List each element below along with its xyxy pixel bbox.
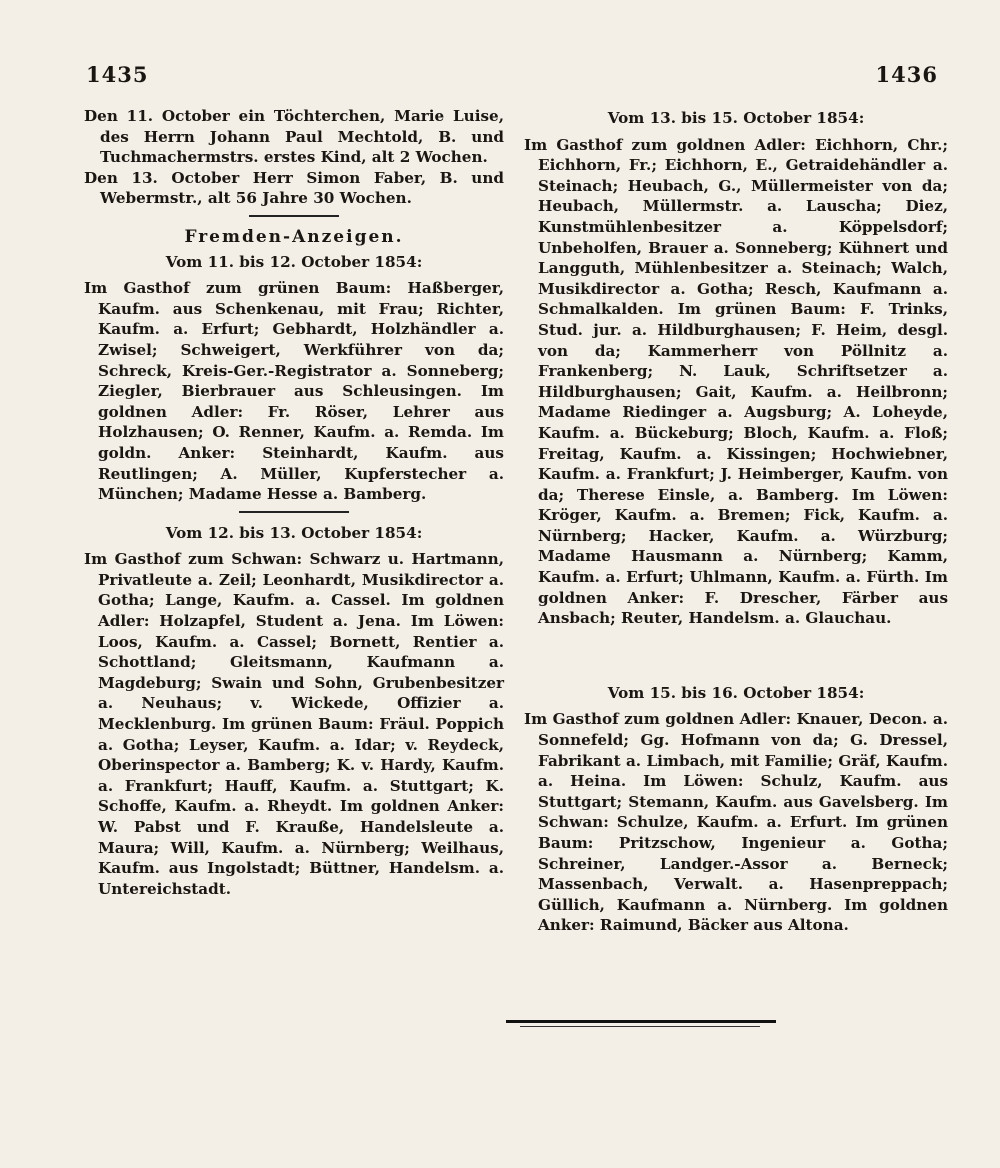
- guest-list-paragraph: Im Gasthof zum goldnen Adler: Eichhorn, Chr.; Eichhorn, Fr.; Eichhorn, E., Getraidehändler a. Steinach; Heubach, G., Müllermeister von da; Heubach, Müllermstr. a. Lauscha; Diez, Kunstmühlenbesitzer a. Köppelsdorf; Unbeholfen, Brauer a. Sonneberg; Kühnert und Langguth, Mühlenbesitzer a. Steinach; Walch, Musikdirector a. Gotha; Resch, Kaufmann a. Schmalkalden. Im grünen Baum: F. Trinks, Stud. jur. a. Hildburghausen; F. Heim, desgl. von da; Kammerherr von Pöllnitz a. Frankenberg; N. Lauk, Schriftsetzer a. Hildburghausen; Gait, Kaufm. a. Heilbronn; Madame Riedinger a. Augsburg; A. Loheyde, Kaufm. a. Bückeburg; Bloch, Kaufm. a. Floß; Freitag, Kaufm. a. Kissingen; Hochwiebner, Kaufm. a. Frankfurt; J. Heimberger, Kaufm. von da; Therese Einsle, a. Bamberg. Im Löwen: Kröger, Kaufm. a. Bremen; Fick, Kaufm. a. Nürnberg; Hacker, Kaufm. a. Würzburg; Madame Hausmann a. Nürnberg; Kamm, Kaufm. a. Erfurt; Uhlmann, Kaufm. a. Fürth. Im goldnen Anker: F. Drescher, Färber aus Ansbach; Reuter, Handelsm. a. Glauchau.: [524, 135, 948, 628]
- guest-list-paragraph: Im Gasthof zum Schwan: Schwarz u. Hartmann, Privatleute a. Zeil; Leonhardt, Musikdirector a. Gotha; Lange, Kaufm. a. Cassel. Im goldnen Adler: Holzapfel, Student a. Jena. Im Löwen: Loos, Kaufm. a. Cassel; Bornett, Rentier a. Schottland; Gleitsmann, Kaufmann a. Magdeburg; Swain und Sohn, Grubenbesitzer a. Neuhaus; v. Wickede, Offizier a. Mecklenburg. Im grünen Baum: Fräul. Poppich a. Gotha; Leyser, Kaufm. a. Idar; v. Reydeck, Oberinspector a. Bamberg; K. v. Hardy, Kaufm. a. Frankfurt; Hauff, Kaufm. a. Stuttgart; K. Schoffe, Kaufm. a. Rheydt. Im goldnen Anker: W. Pabst und F. Krauße, Handelsleute a. Maura; Will, Kaufm. a. Nürnberg; Weilhaus, Kaufm. aus Ingolstadt; Büttner, Handelsm. a. Untereichstadt.: [84, 550, 504, 898]
- end-rule: [506, 1020, 776, 1023]
- right-column: [524, 106, 948, 936]
- death-notice: Den 11. October ein Töchterchen, Marie Luise, des Herrn Johann Paul Mechtold, B. und Tuchmachermstrs. erstes Kind, alt 2 Wochen.: [84, 107, 504, 167]
- end-rule-thin: [520, 1026, 760, 1027]
- left-column: [84, 106, 504, 899]
- death-notice: Den 13. October Herr Simon Faber, B. und Webermstr., alt 56 Jahre 30 Wochen.: [84, 168, 504, 208]
- date-heading: Vom 11. bis 12. October 1854:: [165, 252, 423, 271]
- page-number-left: 1435: [86, 62, 149, 87]
- section-divider: [239, 511, 349, 513]
- section-heading: Fremden-Anzeigen.: [184, 226, 404, 247]
- date-heading: Vom 15. bis 16. October 1854:: [607, 683, 865, 702]
- page-number-right: 1436: [875, 62, 938, 87]
- section-divider: [249, 215, 339, 217]
- date-heading: Vom 13. bis 15. October 1854:: [607, 109, 865, 127]
- guest-list-paragraph: Im Gasthof zum goldnen Adler: Knauer, Decon. a. Sonnefeld; Gg. Hofmann von da; G. Dressel, Fabrikant a. Limbach, mit Familie; Gräf, Kaufm. a. Heina. Im Löwen: Schulz, Kaufm. aus Stuttgart; Stemann, Kaufm. aus Gavelsberg. Im Schwan: Schulze, Kaufm. a. Erfurt. Im grünen Baum: Pritzschow, Ingenieur a. Gotha; Schreiner, Landger.-Assor a. Berneck; Massenbach, Verwalt. a. Hasenpreppach; Güllich, Kaufmann a. Nürnberg. Im goldnen Anker: Raimund, Bäcker aus Altona.: [524, 710, 948, 935]
- guest-list-paragraph: Im Gasthof zum grünen Baum: Haßberger, Kaufm. aus Schenkenau, mit Frau; Richter, Kaufm. a. Erfurt; Gebhardt, Holzhändler a. Zwisel; Schweigert, Werkführer von da; Schreck, Kreis-Ger.-Registrator a. Sonneberg; Ziegler, Bierbrauer aus Schleusingen. Im goldnen Adler: Fr. Röser, Lehrer aus Holzhausen; O. Renner, Kaufm. a. Remda. Im goldn. Anker: Steinhardt, Kaufm. aus Reutlingen; A. Müller, Kupferstecher a. München; Madame Hesse a. Bamberg.: [84, 279, 504, 504]
- date-heading: Vom 12. bis 13. October 1854:: [165, 523, 423, 542]
